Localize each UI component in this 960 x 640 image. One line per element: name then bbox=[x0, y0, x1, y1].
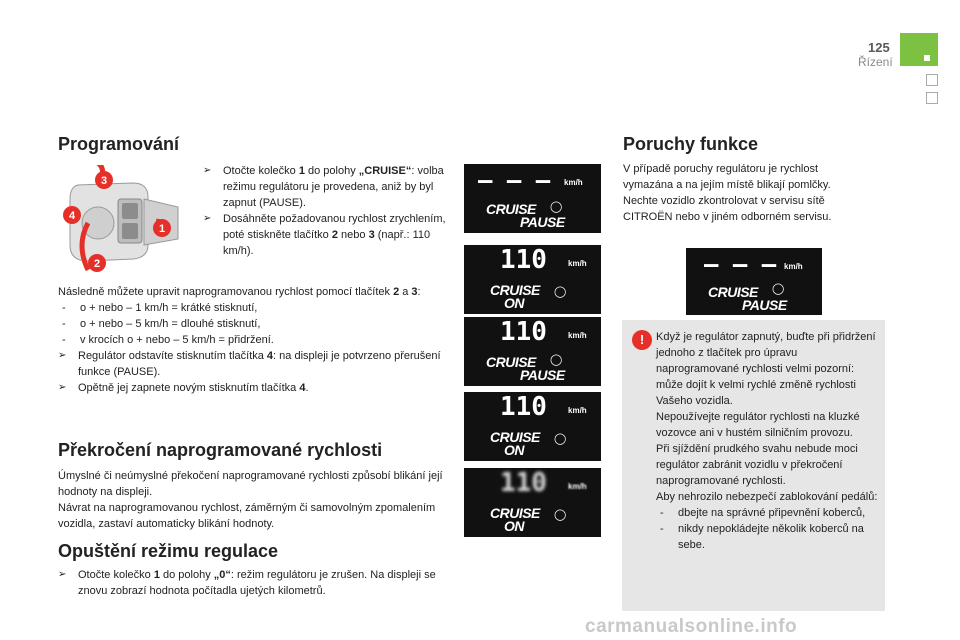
exit-title: Opuštění režimu regulace bbox=[58, 541, 279, 561]
speedometer-icon: ◯ bbox=[550, 201, 563, 213]
svg-text:2: 2 bbox=[93, 258, 101, 270]
speedometer-icon: ◯ bbox=[550, 354, 563, 366]
programming-bullets bbox=[203, 163, 453, 259]
callout-1-icon bbox=[153, 219, 171, 237]
exceed-paragraph: Návrat na naprogramovanou rychlost, záměrným či samovolným zpomalením vozidla, zastaví automaticky blikání hodnoty. bbox=[58, 502, 436, 530]
dash-item: - o + nebo – 1 km/h = krátké stisknutí, bbox=[62, 302, 258, 314]
chapter-tab bbox=[926, 74, 938, 86]
bullet-icon: ➢ bbox=[203, 213, 212, 224]
bullet-icon: ➢ bbox=[58, 382, 67, 393]
exceed-title: Překročení naprogramované rychlosti bbox=[58, 440, 383, 460]
exceed-text bbox=[58, 468, 443, 532]
display-panel: – – – km/h CRUISE PAUSE ◯ bbox=[464, 164, 601, 233]
warning-text bbox=[656, 329, 878, 553]
chapter-tab-active bbox=[900, 33, 938, 66]
display-panel-blinking: 110 km/h CRUISE ON ◯ bbox=[464, 468, 601, 537]
display-panel: 110 km/h CRUISE PAUSE ◯ bbox=[464, 317, 601, 386]
svg-text:3: 3 bbox=[100, 175, 108, 187]
speedometer-icon: ◯ bbox=[554, 433, 567, 445]
bullet-item: ➢ Otočte kolečko 1 do polohy „0“: režim regulátoru je zrušen. Na displeji se znovu zobrazí hodnota počítadla ujetých kilometrů. bbox=[58, 569, 436, 597]
dash-item: - nikdy nepokládejte několik koberců na sebe. bbox=[660, 523, 864, 551]
adjust-intro: Následně můžete upravit naprogramovanou rychlost pomocí tlačítek 2 a 3: bbox=[58, 286, 421, 298]
watermark: carmanualsonline.info bbox=[585, 616, 798, 637]
svg-text:4: 4 bbox=[68, 210, 76, 222]
callout-4-icon bbox=[63, 206, 81, 224]
warning-paragraph: Aby nehrozilo nebezpečí zablokování pedálů: bbox=[656, 491, 878, 503]
bullet-item: ➢ Opětně jej zapnete novým stisknutím tlačítka 4. bbox=[58, 382, 309, 394]
exceed-paragraph: Úmyslné či neúmyslné překočení naprogramované rychlosti způsobí blikání její hodnoty na displeji. bbox=[58, 470, 443, 498]
warning-paragraph: Nepoužívejte regulátor rychlosti na kluzké vozovce ani v hustém silničním provozu. bbox=[656, 411, 860, 439]
dash-item: - v krocích o + nebo – 5 km/h = přidržení. bbox=[62, 334, 274, 346]
bullet-item: ➢ Dosáhněte požadovanou rychlost zrychlením, poté stiskněte tlačítko 2 nebo 3 (např.: 110 km/h). bbox=[203, 213, 446, 257]
faults-text: V případě poruchy regulátoru je rychlost vymazána a na jejím místě blikají pomlčky. Nechte vozidlo zkontrolovat v servisu sítě CITROËN nebo v jiném odborném servisu. bbox=[623, 163, 832, 223]
button-plus bbox=[122, 203, 138, 219]
dash-item: - dbejte na správné připevnění koberců, bbox=[660, 507, 866, 519]
bullet-icon: ➢ bbox=[58, 569, 67, 580]
speedometer-icon: ◯ bbox=[554, 286, 567, 298]
display-panel-fault: – – – km/h CRUISE PAUSE ◯ bbox=[686, 248, 822, 315]
bullet-icon: ➢ bbox=[203, 165, 212, 176]
page-number: 125 bbox=[868, 40, 890, 55]
button-minus bbox=[122, 223, 138, 239]
svg-text:1: 1 bbox=[158, 223, 166, 235]
dash-item: - o + nebo – 5 km/h = dlouhé stisknutí, bbox=[62, 318, 261, 330]
programming-title: Programování bbox=[58, 134, 180, 154]
programming-adjust bbox=[58, 284, 450, 396]
display-panel: 110 km/h CRUISE ON ◯ bbox=[464, 245, 601, 314]
chapter-tab bbox=[926, 92, 938, 104]
bullet-icon: ➢ bbox=[58, 350, 67, 361]
section-title: Řízení bbox=[858, 55, 893, 69]
bullet-item: ➢ Otočte kolečko 1 do polohy „CRUISE“: volba režimu regulátoru je provedena, aniž by byl zapnut (PAUSE). bbox=[203, 165, 444, 209]
speedometer-icon: ◯ bbox=[772, 283, 785, 295]
speedometer-icon: ◯ bbox=[554, 509, 567, 521]
warning-paragraph: Když je regulátor zapnutý, buďte při přidržení jednoho z tlačítek pro úpravu naprogramované rychlosti velmi pozorní: může dojít k velmi rychlé změně rychlosti Vašeho vozidla. bbox=[656, 331, 876, 407]
callout-2-icon bbox=[88, 254, 106, 272]
display-panel: 110 km/h CRUISE ON ◯ bbox=[464, 392, 601, 461]
faults-title: Poruchy funkce bbox=[623, 134, 759, 154]
exit-text bbox=[58, 567, 438, 599]
warning-paragraph: Při sjíždění prudkého svahu nebude moci regulátor zabránit vozidlu v překročení naprogramované rychlosti. bbox=[656, 443, 858, 487]
cruise-control-illustration bbox=[58, 165, 188, 280]
warning-icon: ! bbox=[632, 330, 652, 350]
callout-3-icon bbox=[95, 171, 113, 189]
bullet-item: ➢ Regulátor odstavíte stisknutím tlačítka 4: na displeji je potvrzeno přerušení funkce (PAUSE). bbox=[58, 350, 441, 378]
